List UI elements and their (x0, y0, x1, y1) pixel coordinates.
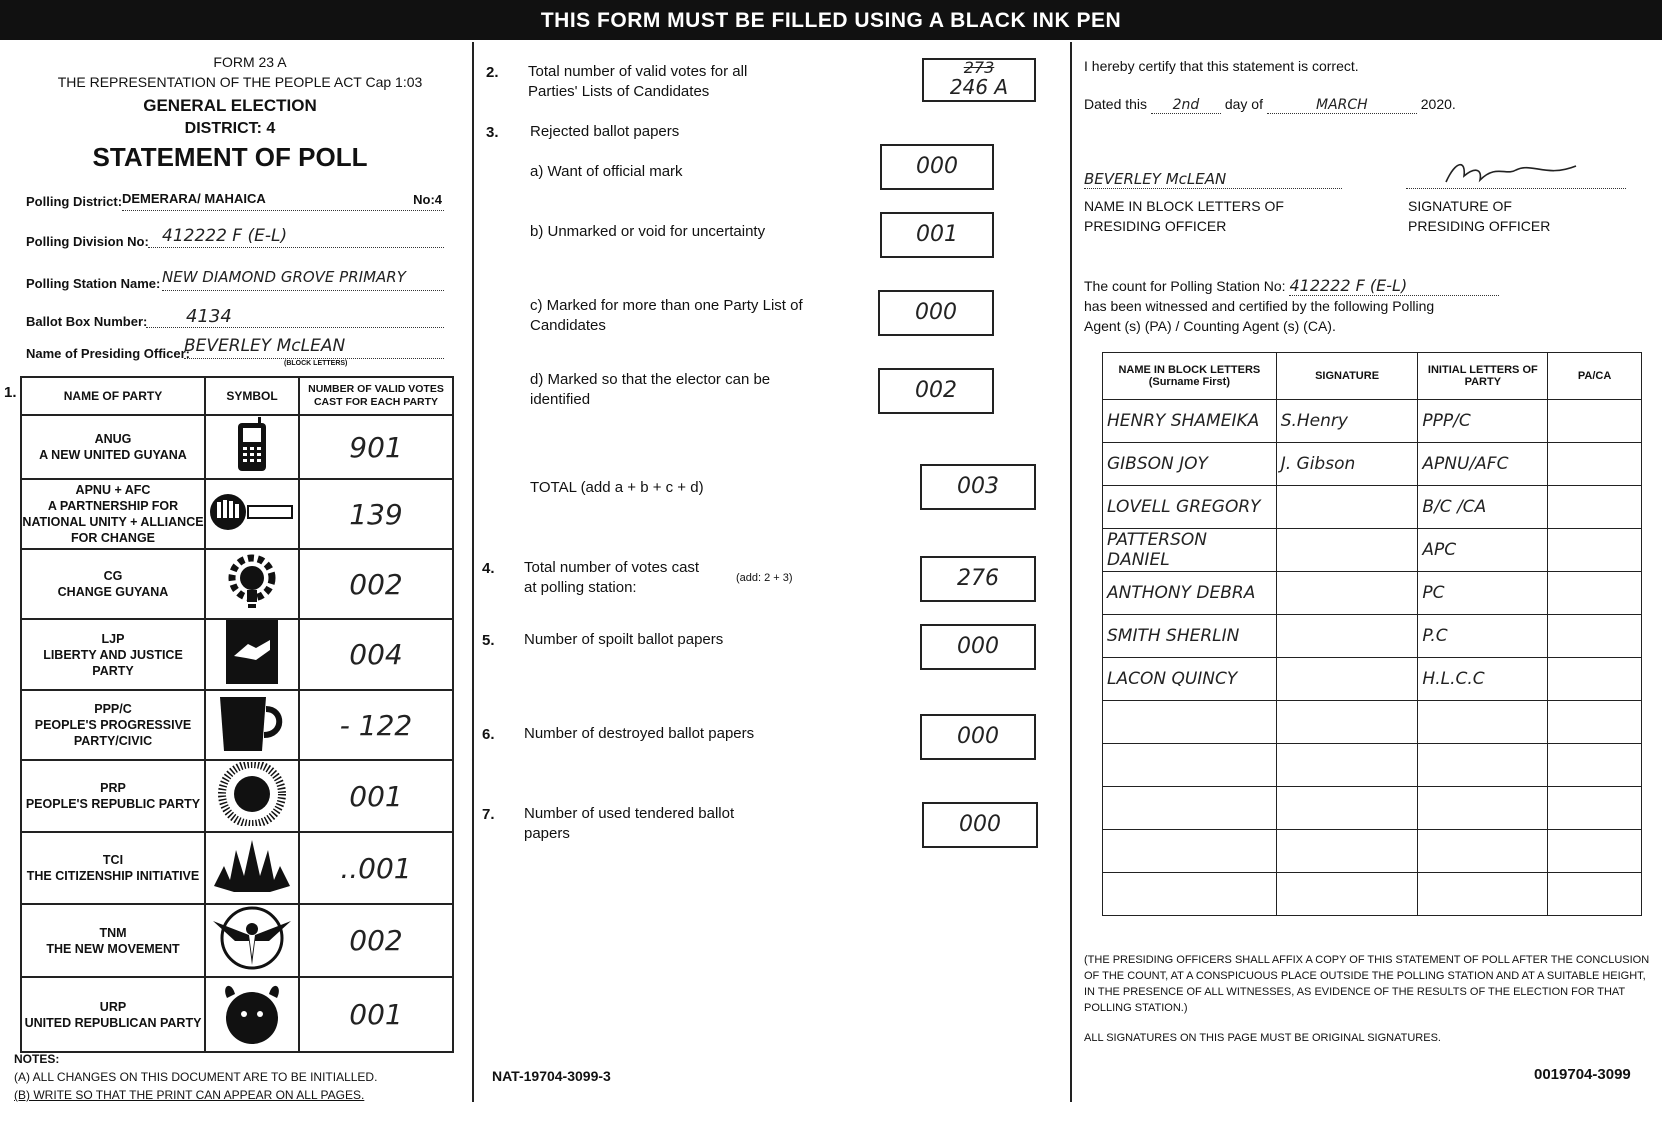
eagle-icon (209, 905, 295, 971)
agent-signature-cell[interactable]: S.Henry (1276, 400, 1418, 443)
rejected-total-box[interactable]: 003 (920, 464, 1036, 510)
party-name: A NEW UNITED GUYANA (39, 448, 187, 462)
agent-signature-cell[interactable] (1276, 873, 1418, 916)
table-row (21, 690, 453, 760)
unmarked-label: b) Unmarked or void for uncertainty (530, 223, 766, 240)
party-abbr: ANUG (94, 432, 132, 446)
votes-cell[interactable]: - 122 (299, 690, 453, 760)
presiding-officer-label: Name of Presiding Officer: (26, 346, 190, 361)
party-votes-table (20, 376, 454, 1053)
votes-cell[interactable]: 001 (299, 977, 453, 1052)
table-row (1103, 400, 1642, 443)
agent-name-cell[interactable]: GIBSON JOY (1103, 443, 1277, 486)
agent-name-cell[interactable] (1103, 873, 1277, 916)
party-cell (21, 415, 205, 479)
agents-table (1102, 352, 1642, 916)
agent-party-cell[interactable] (1418, 787, 1548, 830)
note-a: (A) ALL CHANGES ON THIS DOCUMENT ARE TO BE INITIALLED. (14, 1070, 378, 1084)
agent-pa-ca-cell[interactable] (1548, 658, 1642, 701)
agent-party-cell[interactable] (1418, 830, 1548, 873)
agent-pa-ca-cell[interactable] (1548, 400, 1642, 443)
party-abbr: CG (103, 569, 123, 583)
symbol-cell (205, 832, 299, 904)
column-divider-right (1070, 42, 1072, 1102)
agent-pa-ca-cell[interactable] (1548, 572, 1642, 615)
presiding-officer-field[interactable]: BEVERLEY McLEAN (184, 336, 444, 359)
symbol-cell (205, 977, 299, 1052)
party-name-header: NAME OF PARTY (21, 377, 205, 415)
original-signatures-note: ALL SIGNATURES ON THIS PAGE MUST BE ORIGINAL SIGNATURES. (1084, 1032, 1441, 1044)
table-row (21, 415, 453, 479)
multi-marked-label: c) Marked for more than one Party List of Candidates (530, 297, 803, 334)
table-row (1103, 830, 1642, 873)
column-divider-left (472, 42, 474, 1102)
agent-party-cell[interactable]: P.C (1418, 615, 1548, 658)
dated-month[interactable]: MARCH (1267, 97, 1417, 114)
document-code: NAT-19704-3099-3 (492, 1068, 611, 1084)
table-row (1103, 443, 1642, 486)
table-row (1103, 873, 1642, 916)
votes-cell[interactable]: 001 (299, 760, 453, 832)
agent-name-cell[interactable] (1103, 744, 1277, 787)
party-name: THE CITIZENSHIP INITIATIVE (26, 869, 200, 883)
agent-pa-ca-cell[interactable] (1548, 744, 1642, 787)
agent-rows (1103, 400, 1642, 916)
party-abbr: LJP (101, 631, 125, 646)
ink-instruction-banner: THIS FORM MUST BE FILLED USING A BLACK INK PEN (0, 0, 1662, 40)
table-row (1103, 701, 1642, 744)
valid-votes-correction: 273 (963, 58, 995, 77)
day-of-label: day of (1224, 96, 1263, 112)
district-label: DISTRICT: 4 (184, 120, 276, 137)
party-cell (21, 977, 205, 1052)
party-cell (21, 760, 205, 832)
table-row (21, 549, 453, 619)
hand-key-icon (208, 492, 296, 532)
agent-signature-cell[interactable] (1276, 529, 1418, 572)
section-number-5: 5. (482, 632, 495, 649)
posting-instruction: (THE PRESIDING OFFICERS SHALL AFFIX A COPY OF THIS STATEMENT OF POLL AFTER THE CONCLUSION OF THE COUNT, AT A CONSPICUOUS PLACE OUTSIDE THE POLLING STATION AND AT A SUITABLE HEIGHT, IN THE PRESENCE OF ALL WITNESSES, AS EVIDENCE OF THE RESULTS OF THE ELECTION FOR THAT POLLING STATION.) (1084, 954, 1650, 1014)
table-row (1103, 486, 1642, 529)
agent-pa-ca-cell[interactable] (1548, 701, 1642, 744)
want-of-mark-label: a) Want of official mark (530, 163, 683, 180)
agent-pa-ca-cell[interactable] (1548, 873, 1642, 916)
witness-line2: Agent (s) (PA) / Counting Agent (s) (CA). (1084, 318, 1336, 334)
agent-pa-ca-cell[interactable] (1548, 615, 1642, 658)
agent-name-cell[interactable]: HENRY SHAMEIKA (1103, 400, 1277, 443)
symbol-header: SYMBOL (205, 377, 299, 415)
votes-cell[interactable]: 901 (299, 415, 453, 479)
agent-signature-cell[interactable] (1276, 486, 1418, 529)
signature-scribble-icon (1436, 156, 1586, 188)
election-title: GENERAL ELECTION (143, 96, 317, 115)
polling-division-label: Polling Division No: (26, 234, 149, 249)
party-abbr: APNU + AFC (75, 483, 151, 497)
identified-box[interactable]: 002 (878, 368, 994, 414)
table-row (21, 479, 453, 549)
agent-signature-cell[interactable] (1276, 658, 1418, 701)
valid-votes-label: Total number of valid votes for all Parties' Lists of Candidates (528, 63, 748, 100)
section-number-1: 1. (4, 384, 17, 401)
certify-statement: I hereby certify that this statement is correct. (1084, 58, 1359, 74)
witness-statement (1084, 296, 1434, 336)
gear-bulb-icon (224, 552, 280, 612)
polling-station-label: Polling Station Name: (26, 276, 161, 291)
officer-name-label (1084, 196, 1284, 236)
table-row (1103, 658, 1642, 701)
agent-name-cell[interactable]: PATTERSON DANIEL (1103, 529, 1277, 572)
officer-signature-field[interactable] (1406, 156, 1626, 189)
agent-signature-cell[interactable] (1276, 615, 1418, 658)
table-row (1103, 744, 1642, 787)
party-cell (21, 904, 205, 977)
party-cell (21, 479, 205, 549)
votes-cell[interactable]: ..001 (299, 832, 453, 904)
officer-name-label-line2: PRESIDING OFFICER (1084, 218, 1227, 234)
dated-label: Dated this (1084, 96, 1148, 112)
agent-signature-cell[interactable] (1276, 701, 1418, 744)
votes-cell[interactable]: 004 (299, 619, 453, 690)
symbol-cell (205, 479, 299, 549)
agent-signature-cell[interactable] (1276, 830, 1418, 873)
officer-signature-label (1408, 196, 1550, 236)
dated-line (1084, 96, 1456, 114)
table-row (1103, 787, 1642, 830)
agent-party-cell[interactable] (1418, 873, 1548, 916)
spoilt-label: Number of spoilt ballot papers (524, 631, 724, 648)
table-row (1103, 529, 1642, 572)
party-abbr: PPP/C (94, 702, 132, 716)
votes-header: NUMBER OF VALID VOTES CAST FOR EACH PARTY (299, 377, 453, 415)
agent-name-cell[interactable]: LOVELL GREGORY (1103, 486, 1277, 529)
officer-name-field[interactable]: BEVERLEY McLEAN (1084, 170, 1342, 189)
table-row (1103, 615, 1642, 658)
agent-name-cell[interactable] (1103, 787, 1277, 830)
symbol-cell (205, 619, 299, 690)
symbol-cell (205, 760, 299, 832)
table-row (21, 832, 453, 904)
count-line (1084, 276, 1499, 296)
total-votes-box[interactable]: 276 (920, 556, 1036, 602)
agent-party-cell[interactable] (1418, 744, 1548, 787)
agent-name-cell[interactable]: LACON QUINCY (1103, 658, 1277, 701)
officer-signature-label-line1: SIGNATURE OF (1408, 198, 1512, 214)
party-abbr: TCI (102, 853, 124, 867)
destroyed-label: Number of destroyed ballot papers (524, 725, 755, 742)
agent-pa-ca-cell[interactable] (1548, 486, 1642, 529)
agent-type-header: PA/CA (1548, 353, 1642, 400)
agent-party-cell[interactable]: APC (1418, 529, 1548, 572)
agent-name-cell[interactable]: SMITH SHERLIN (1103, 615, 1277, 658)
section-number-6: 6. (482, 726, 495, 743)
agent-signature-cell[interactable] (1276, 787, 1418, 830)
want-of-mark-box[interactable]: 000 (880, 144, 994, 190)
officer-name-label-line1: NAME IN BLOCK LETTERS OF (1084, 198, 1284, 214)
notes-title: NOTES: (14, 1052, 60, 1066)
section-number-2: 2. (486, 64, 499, 81)
leaf-icon (210, 836, 294, 896)
agent-pa-ca-cell[interactable] (1548, 443, 1642, 486)
agent-signature-cell[interactable] (1276, 572, 1418, 615)
total-votes-formula: (add: 2 + 3) (736, 572, 793, 584)
agent-pa-ca-cell[interactable] (1548, 787, 1642, 830)
officer-signature-label-line2: PRESIDING OFFICER (1408, 218, 1551, 234)
valid-votes-box[interactable] (922, 58, 1036, 102)
unmarked-box[interactable]: 001 (880, 212, 994, 258)
handshake-icon (226, 620, 278, 684)
agent-name-cell[interactable] (1103, 830, 1277, 873)
note-b: (B) WRITE SO THAT THE PRINT CAN APPEAR ON ALL PAGES. (14, 1088, 365, 1102)
count-label: The count for Polling Station No: (1084, 278, 1286, 294)
agent-party-cell[interactable]: PC (1418, 572, 1548, 615)
table-row (21, 904, 453, 977)
party-cell (21, 619, 205, 690)
party-name: PEOPLE'S PROGRESSIVE PARTY/CIVIC (34, 718, 192, 748)
agent-name-header: NAME IN BLOCK LETTERS (Surname First) (1103, 353, 1277, 400)
spoilt-box[interactable]: 000 (920, 624, 1036, 670)
party-abbr: TNM (99, 925, 127, 940)
symbol-cell (205, 690, 299, 760)
agent-name-cell[interactable] (1103, 701, 1277, 744)
witness-line1: has been witnessed and certified by the following Polling (1084, 298, 1435, 314)
rejected-label: Rejected ballot papers (530, 123, 680, 140)
agent-pa-ca-cell[interactable] (1548, 529, 1642, 572)
dated-day[interactable]: 2nd (1151, 97, 1221, 114)
party-abbr: PRP (100, 781, 126, 795)
serial-number: 0019704-3099 (1534, 1066, 1631, 1083)
tendered-box[interactable]: 000 (922, 802, 1038, 848)
party-cell (21, 549, 205, 619)
polling-district-field[interactable] (122, 190, 444, 211)
agent-party-cell[interactable] (1418, 701, 1548, 744)
destroyed-box[interactable]: 000 (920, 714, 1036, 760)
cup-icon (214, 693, 290, 753)
polling-district-value: DEMERARA/ MAHAICA (122, 191, 266, 206)
act-reference: THE REPRESENTATION OF THE PEOPLE ACT Cap 1:03 (57, 74, 423, 90)
ballot-box-field[interactable]: 4134 (146, 306, 444, 328)
party-abbr: URP (99, 999, 127, 1014)
party-name: UNITED REPUBLICAN PARTY (24, 1015, 202, 1030)
sun-icon (217, 762, 287, 826)
agent-party-cell[interactable]: H.L.C.C (1418, 658, 1548, 701)
section-number-3: 3. (486, 124, 499, 141)
tendered-label: Number of used tendered ballot papers (524, 805, 735, 842)
symbol-cell (205, 549, 299, 619)
agent-party-header: INITIAL LETTERS OF PARTY (1418, 353, 1548, 400)
multi-marked-box[interactable]: 000 (878, 290, 994, 336)
ballot-box-label: Ballot Box Number: (26, 314, 148, 329)
rejected-total-label: TOTAL (add a + b + c + d) (530, 479, 704, 496)
votes-cell[interactable]: 139 (299, 479, 453, 549)
polling-district-no: No:4 (413, 192, 442, 207)
identified-label: d) Marked so that the elector can be identified (530, 371, 771, 408)
form-number: FORM 23 A (213, 54, 287, 70)
total-votes-label: Total number of votes cast at polling station: (524, 559, 700, 596)
party-cell (21, 690, 205, 760)
votes-cell[interactable]: 002 (299, 549, 453, 619)
polling-district-label: Polling District: (26, 194, 123, 209)
polling-station-field[interactable]: NEW DIAMOND GROVE PRIMARY (162, 268, 444, 291)
dated-year: 2020. (1420, 96, 1456, 112)
party-name: THE NEW MOVEMENT (46, 941, 180, 956)
party-name: CHANGE GUYANA (57, 585, 169, 599)
table-row (21, 977, 453, 1052)
block-letters-note: (BLOCK LETTERS) (284, 360, 348, 367)
party-name: A PARTNERSHIP FOR NATIONAL UNITY + ALLIANCE FOR CHANGE (22, 499, 204, 545)
agent-party-cell[interactable]: APNU/AFC (1418, 443, 1548, 486)
table-row (1103, 572, 1642, 615)
table-row (21, 619, 453, 690)
agent-signature-cell[interactable]: J. Gibson (1276, 443, 1418, 486)
symbol-cell (205, 904, 299, 977)
agent-signature-cell[interactable] (1276, 744, 1418, 787)
bull-icon (217, 978, 287, 1046)
agent-pa-ca-cell[interactable] (1548, 830, 1642, 873)
party-cell (21, 832, 205, 904)
polling-division-field[interactable]: 412222 F (E-L) (148, 226, 444, 248)
votes-cell[interactable]: 002 (299, 904, 453, 977)
agent-signature-header: SIGNATURE (1276, 353, 1418, 400)
party-name: PEOPLE'S REPUBLIC PARTY (25, 797, 201, 811)
agent-name-cell[interactable]: ANTHONY DEBRA (1103, 572, 1277, 615)
page-title: STATEMENT OF POLL (92, 142, 368, 172)
section-number-4: 4. (482, 560, 495, 577)
table-row (21, 760, 453, 832)
count-station-value[interactable]: 412222 F (E-L) (1289, 276, 1499, 296)
section-number-7: 7. (482, 806, 495, 823)
cellphone-icon (232, 417, 272, 473)
symbol-cell (205, 415, 299, 479)
agent-party-cell[interactable]: B/C /CA (1418, 486, 1548, 529)
agent-party-cell[interactable]: PPP/C (1418, 400, 1548, 443)
party-name: LIBERTY AND JUSTICE PARTY (43, 647, 183, 678)
valid-votes-value: 246 A (949, 75, 1009, 99)
